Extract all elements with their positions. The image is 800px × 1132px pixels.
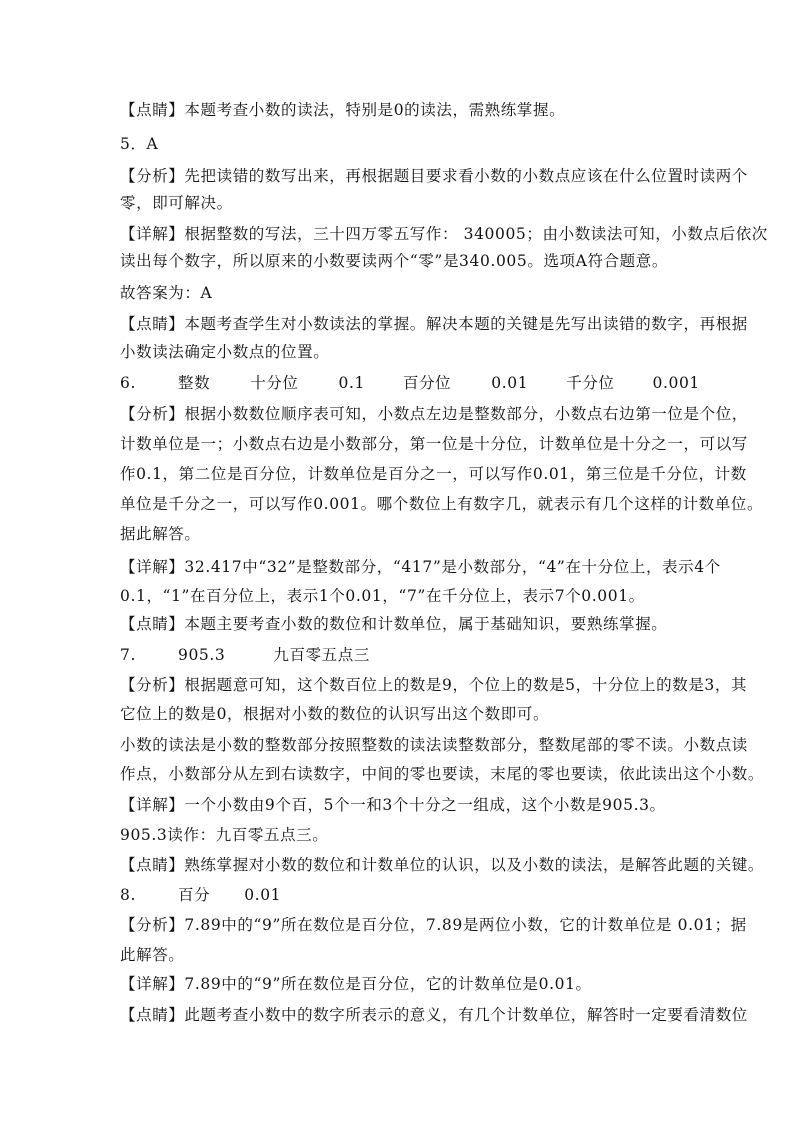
answer-blank: 0.01 [491,374,529,392]
text-line: 读出每个数字，所以原来的小数要读两个“零”是340.005。选项A符合题意。 [120,252,668,270]
answer-blank: 0.001 [652,374,700,392]
text-line: 据此解答。 [120,525,201,543]
text-line: 作点，小数部分从左到右读数字，中间的零也要读，末尾的零也要读，依此读出这个小数。 [120,765,765,783]
answer-blank: 0.1 [338,374,365,392]
text-line: 小数的读法是小数的整数部分按照整数的读法读整数部分，整数尾部的零不读。小数点读 [120,736,748,754]
question-8-answer-row [120,885,690,905]
text-line: 【点睛】本题考查小数的读法，特别是0的读法，需熟练掌握。 [120,101,566,119]
text-line: 【点睛】本题考查学生对小数读法的掌握。解决本题的关键是先写出读错的数字，再根据 [120,315,748,333]
text-line: 小数读法确定小数点的位置。 [120,343,330,361]
text-line: 计数单位是一；小数点右边是小数部分，第一位是十分位，计数单位是十分之一，可以写 [120,435,748,453]
text-line: 【分析】根据小数数位顺序表可知，小数点左边是整数部分，小数点右边第一位是个位， [120,405,748,423]
text-line: 【详解】根据整数的写法，三十四万零五写作： 340005；由小数读法可知，小数点后依次 [120,225,768,243]
question-number: 7. [120,646,136,664]
answer-blank: 十分位 [250,374,299,392]
answer-blank: 九百零五点三 [273,646,370,664]
text-line: 905.3读作：九百零五点三。 [120,826,329,844]
answer-blank: 905.3 [178,646,226,664]
answer-line: 5．A [120,135,159,153]
text-line: 【分析】7.89中的“9”所在数位是百分位，7.89是两位小数，它的计数单位是 0.01；据 [120,916,747,934]
text-line: 零，即可解决。 [120,194,233,212]
text-line: 【分析】根据题意可知，这个数百位上的数是9，个位上的数是5，十分位上的数是3，其 [120,676,748,694]
text-line: 【详解】32.417中“32”是整数部分，“417”是小数部分，“4”在十分位上，表示4个 [120,558,721,576]
answer-blank: 百分位 [402,374,452,392]
text-line: 故答案为：A [120,284,213,302]
answer-blank: 百分 [178,886,211,904]
text-line: 【点睛】此题考查小数中的数字所表示的意义，有几个计数单位，解答时一定要看清数位 [120,1006,748,1024]
text-line: 【详解】一个小数由9个百，5个一和3个十分之一组成，这个小数是905.3。 [120,796,666,814]
answer-blank: 千分位 [566,374,615,392]
text-line: 【分析】先把读错的数写出来，再根据题目要求看小数的小数点应该在什么位置时读两个 [120,167,748,185]
answer-blank: 整数 [178,374,211,392]
text-line: 作0.1，第二位是百分位，计数单位是百分之一，可以写作0.01，第三位是千分位，计数 [120,465,747,483]
text-line: 【点睛】本题主要考查小数的数位和计数单位，属于基础知识，要熟练掌握。 [120,615,668,633]
answer-blank: 0.01 [244,886,282,904]
text-line: 【详解】7.89中的“9”所在数位是百分位，它的计数单位是0.01。 [120,975,592,993]
question-7-answer-row [120,645,690,665]
text-line: 此解答。 [120,946,185,964]
question-6-answer-row [120,373,700,393]
text-line: 【点睛】熟练掌握对小数的数位和计数单位的认识，以及小数的读法，是解答此题的关键。 [120,856,765,874]
text-line: 它位上的数是0，根据对小数的数位的认识写出这个数即可。 [120,705,550,723]
question-number: 6. [120,374,136,392]
text-line: 单位是千分之一，可以写作0.001。哪个数位上有数字几，就表示有几个这样的计数单位。 [120,495,764,513]
question-number: 8. [120,886,136,904]
text-line: 0.1，“1”在百分位上，表示1个0.01，“7”在千分位上，表示7个0.001。 [120,587,645,605]
